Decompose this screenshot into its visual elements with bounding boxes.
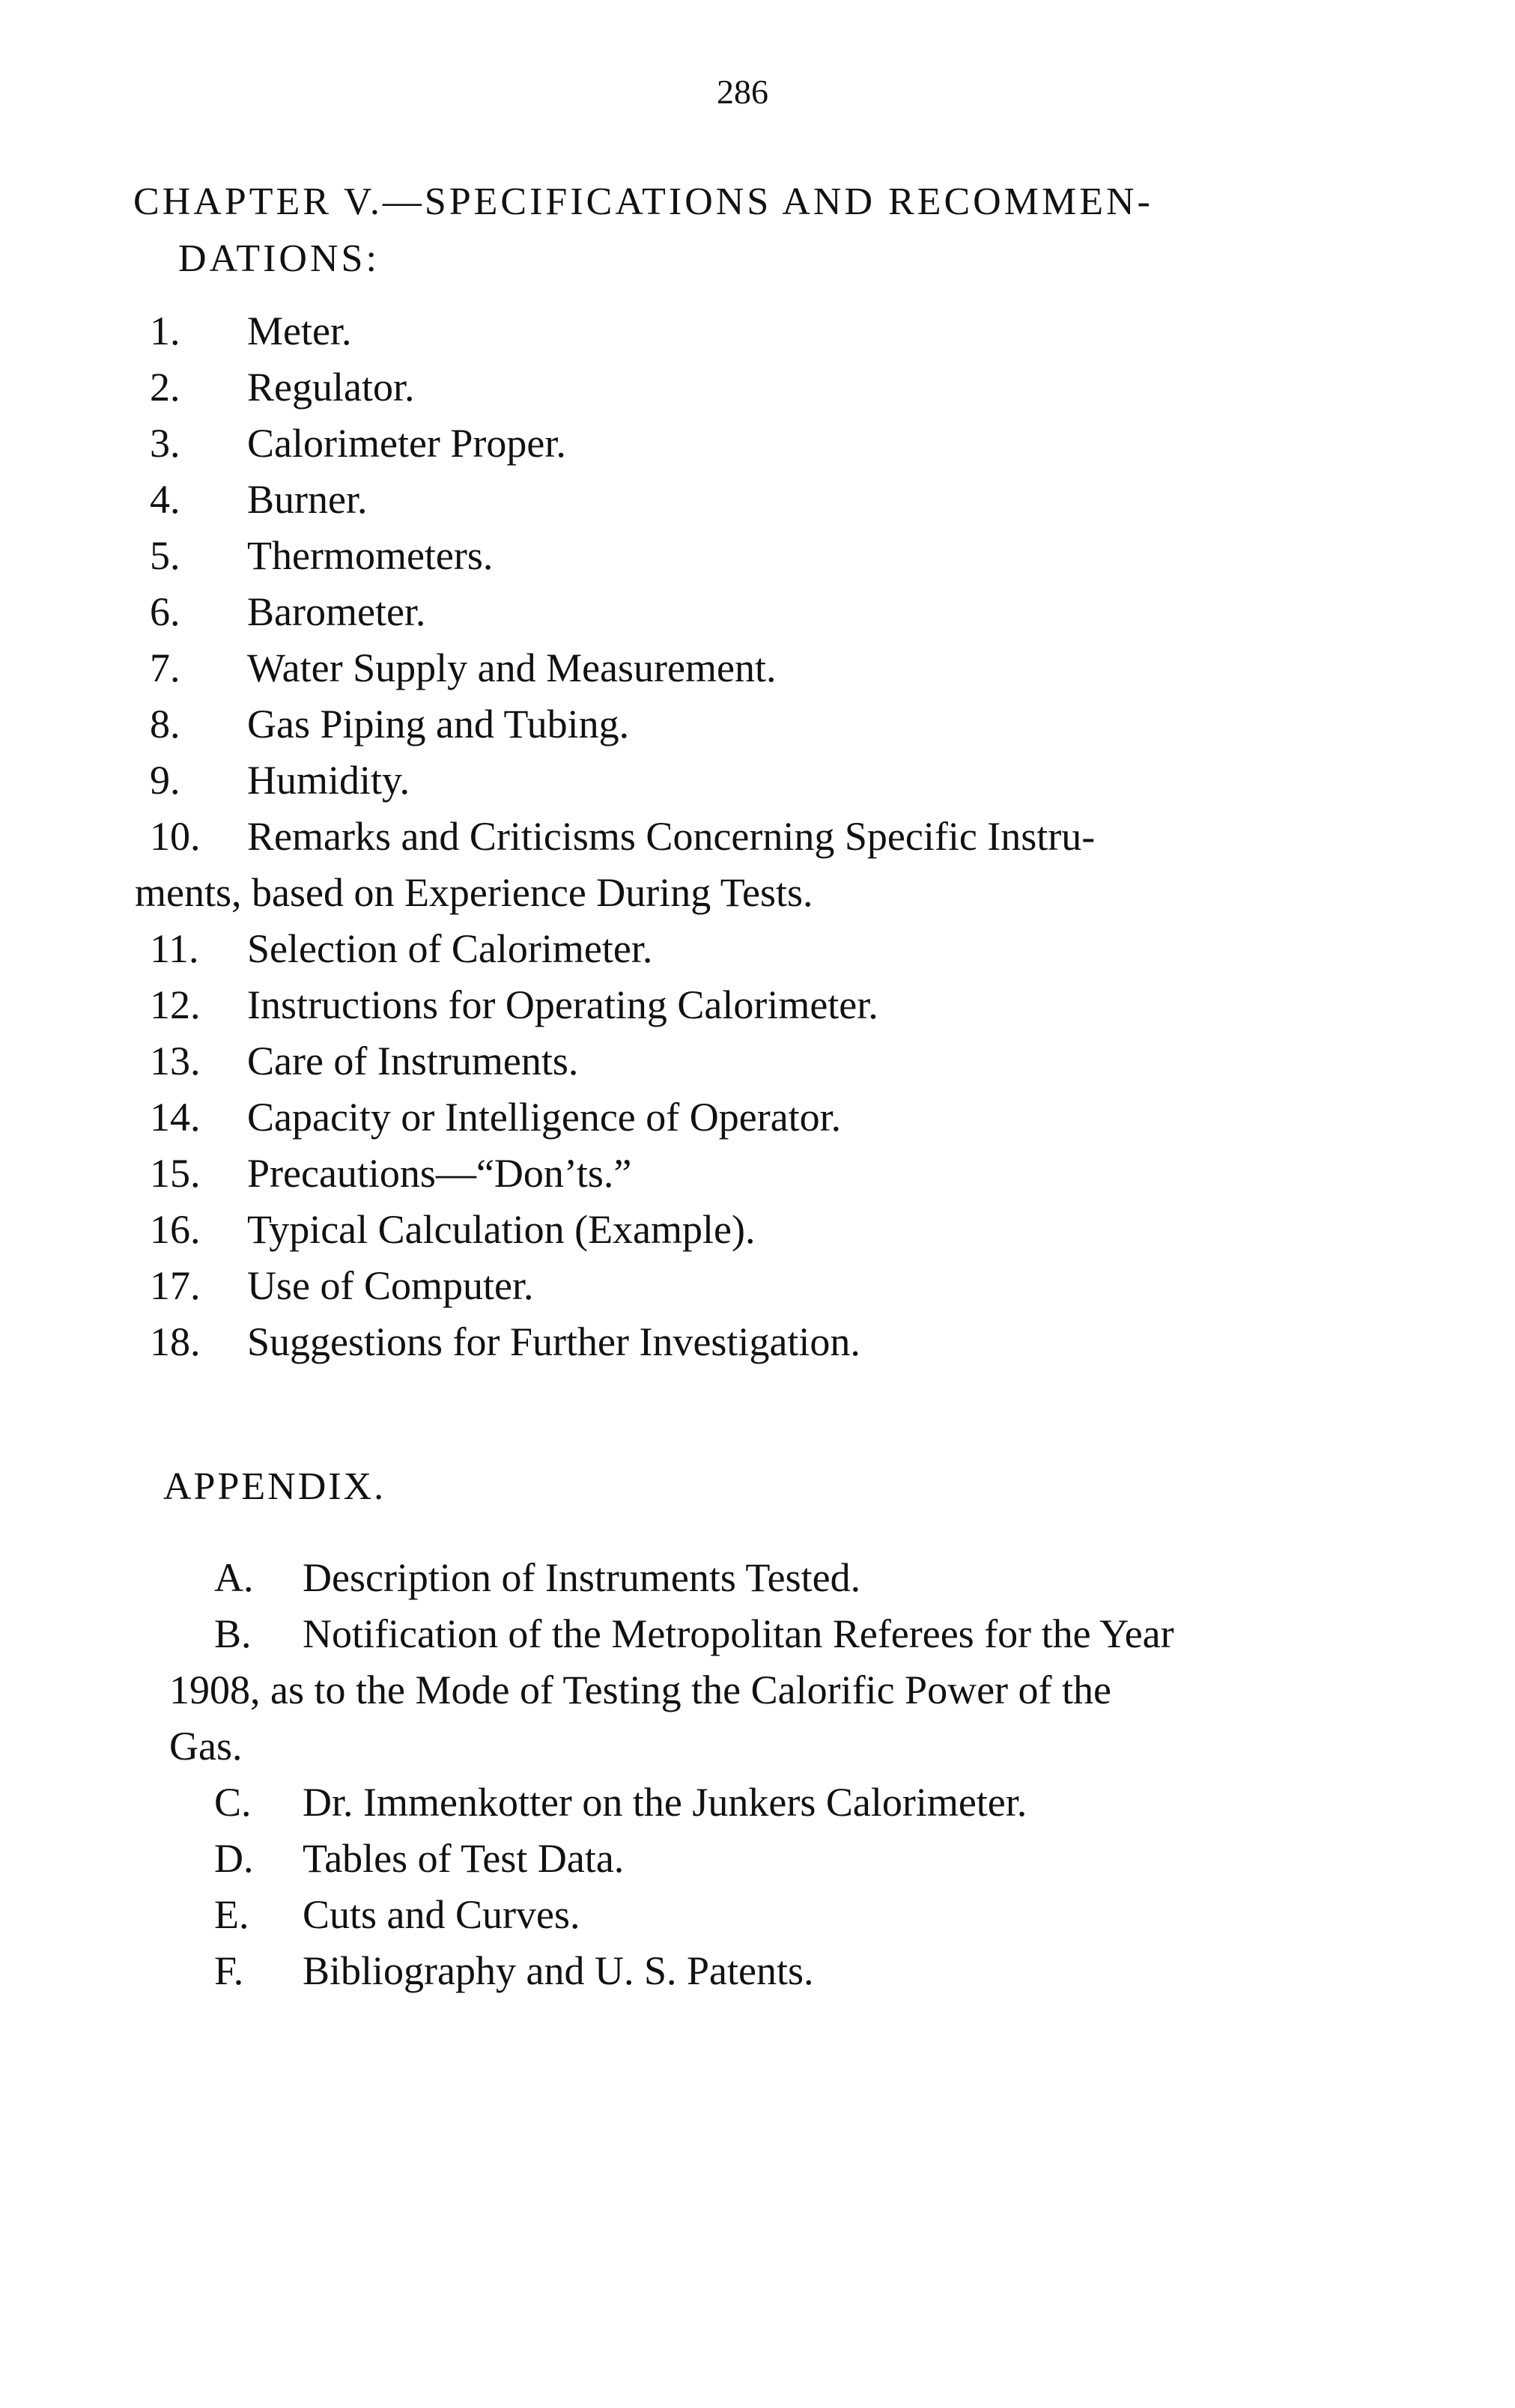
item-text: Humidity. [247, 758, 410, 803]
item-number: 7. [150, 645, 180, 690]
item-text: Instructions for Operating Calorimeter. [247, 982, 878, 1027]
item-number: 18. [150, 1319, 201, 1364]
list-item [150, 1089, 1393, 1146]
appendix-item-text: Cuts and Curves. [303, 1892, 580, 1937]
list-item [135, 809, 1393, 921]
appendix-item-text-line-3: Gas. [169, 1724, 243, 1769]
item-text: Suggestions for Further Investigation. [247, 1319, 860, 1364]
appendix-list [169, 1550, 1382, 1999]
list-item [150, 416, 1393, 472]
item-number: 14. [150, 1095, 201, 1140]
item-number: 15. [150, 1151, 201, 1196]
item-text: Calorimeter Proper. [247, 421, 566, 466]
list-item [150, 1146, 1393, 1202]
item-text: Care of Instruments. [247, 1039, 579, 1083]
appendix-item [169, 1775, 1382, 1831]
appendix-item-text: Bibliography and U. S. Patents. [303, 1948, 814, 1993]
appendix-item-letter: F. [214, 1948, 244, 1993]
list-item [150, 584, 1393, 640]
item-text: Meter. [247, 308, 352, 353]
item-number: 16. [150, 1207, 201, 1252]
appendix-item [169, 1943, 1382, 1999]
item-number: 1. [150, 308, 180, 353]
item-number: 17. [150, 1263, 201, 1308]
page-number: 286 [717, 73, 768, 111]
item-text: Capacity or Intelligence of Operator. [247, 1095, 842, 1140]
item-text: Thermometers. [247, 533, 494, 578]
item-text: Water Supply and Measurement. [247, 645, 777, 690]
item-text: Typical Calculation (Example). [247, 1207, 756, 1252]
list-item [150, 977, 1393, 1033]
item-number: 2. [150, 365, 180, 410]
chapter-contents-list [135, 303, 1393, 1370]
list-item [150, 696, 1393, 752]
item-number: 3. [150, 421, 180, 466]
chapter-heading [133, 174, 1376, 288]
appendix-item-letter: B. [214, 1611, 252, 1656]
item-number: 4. [150, 477, 180, 522]
list-item [150, 1314, 1393, 1370]
appendix-item-letter: A. [214, 1555, 254, 1600]
item-number: 6. [150, 589, 180, 634]
item-text: Precautions—“Don’ts.” [247, 1151, 632, 1196]
item-text: Use of Computer. [247, 1263, 534, 1308]
appendix-item-text: Tables of Test Data. [303, 1836, 625, 1881]
appendix-item [169, 1606, 1382, 1775]
item-number: 10. [150, 814, 201, 859]
list-item [150, 472, 1393, 528]
appendix-item [169, 1831, 1382, 1887]
item-text: Regulator. [247, 365, 415, 410]
item-number: 11. [150, 926, 199, 971]
item-number: 9. [150, 758, 180, 803]
appendix-item-text: Description of Instruments Tested. [303, 1555, 861, 1600]
item-number: 5. [150, 533, 180, 578]
appendix-item-letter: D. [214, 1836, 254, 1881]
appendix-item [169, 1887, 1382, 1943]
list-item [150, 640, 1393, 696]
item-text-line-1: Remarks and Criticisms Concerning Specific Instru- [247, 814, 1096, 859]
list-item [150, 1202, 1393, 1258]
appendix-item-letter: C. [214, 1780, 252, 1825]
chapter-heading-line-1: CHAPTER V.—SPECIFICATIONS AND RECOMMEN- [133, 180, 1153, 223]
appendix-item-text-line-1: Notification of the Metropolitan Referees for the Year [303, 1611, 1174, 1656]
item-text: Gas Piping and Tubing. [247, 702, 630, 747]
item-text: Selection of Calorimeter. [247, 926, 653, 971]
list-item [150, 528, 1393, 584]
item-text-line-2: ments, based on Experience During Tests. [135, 870, 813, 915]
appendix-heading: APPENDIX. [163, 1465, 386, 1508]
appendix-item-text-line-2: 1908, as to the Mode of Testing the Calorific Power of the [169, 1667, 1111, 1712]
list-item [150, 1258, 1393, 1314]
list-item [150, 752, 1393, 809]
item-number: 12. [150, 982, 201, 1027]
list-item [150, 303, 1393, 359]
appendix-item-letter: E. [214, 1892, 249, 1937]
item-text: Burner. [247, 477, 368, 522]
list-item [150, 359, 1393, 416]
appendix-item [169, 1550, 1382, 1606]
appendix-item-text: Dr. Immenkotter on the Junkers Calorimeter. [303, 1780, 1027, 1825]
item-text: Barometer. [247, 589, 426, 634]
item-number: 8. [150, 702, 180, 747]
list-item [150, 921, 1393, 977]
list-item [150, 1033, 1393, 1089]
item-number: 13. [150, 1039, 201, 1083]
chapter-heading-line-2: DATIONS: [178, 237, 380, 280]
